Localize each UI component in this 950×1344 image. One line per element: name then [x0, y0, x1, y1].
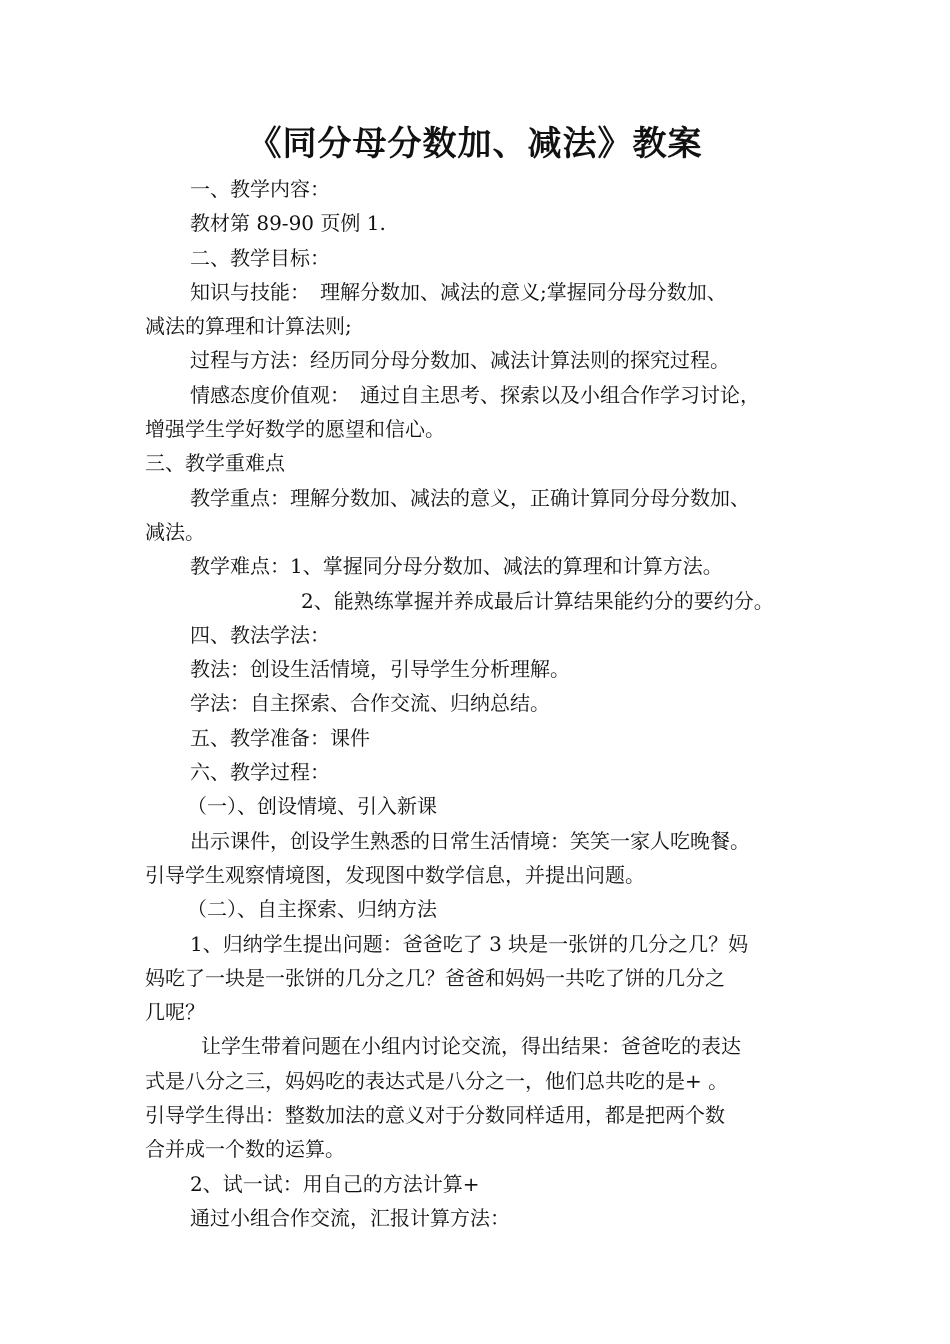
section-heading: 三、教学重难点 — [145, 451, 285, 476]
paragraph-line: 教学重点：理解分数加、减法的意义，正确计算同分母分数加、 — [190, 485, 750, 510]
paragraph-line: 几呢？ — [145, 1000, 205, 1025]
paragraph-line: 引导学生观察情境图，发现图中数学信息，并提出问题。 — [145, 862, 645, 887]
paragraph-line: 减法。 — [145, 519, 205, 544]
paragraph-line: 妈吃了一块是一张饼的几分之几？爸爸和妈妈一共吃了饼的几分之 — [145, 965, 725, 990]
paragraph-line: 知识与技能： 理解分数加、减法的意义;掌握同分母分数加、 — [190, 279, 727, 304]
paragraph-line: 教学难点：1、掌握同分母分数加、减法的算理和计算方法。 — [190, 554, 723, 579]
paragraph-line: 1、归纳学生提出问题：爸爸吃了 3 块是一张饼的几分之几？妈 — [190, 931, 749, 956]
section-heading: 一、教学内容： — [190, 177, 330, 201]
paragraph-line: 引导学生得出：整数加法的意义对于分数同样适用，都是把两个数 — [145, 1103, 725, 1128]
paragraph-line: 减法的算理和计算法则; — [145, 314, 352, 339]
document-body — [145, 172, 825, 1235]
paragraph-line: 2、能熟练掌握并养成最后计算结果能约分的要约分。 — [301, 588, 774, 613]
paragraph-line: 教材第 89-90 页例 1. — [190, 211, 386, 236]
paragraph-line: 合并成一个数的运算。 — [145, 1137, 345, 1162]
section-heading: 六、教学过程： — [190, 760, 330, 785]
subsection-heading: （二）、自主探索、归纳方法 — [187, 897, 437, 922]
section-heading: 五、教学准备：课件 — [190, 725, 370, 750]
paragraph-line: 让学生带着问题在小组内讨论交流，得出结果：爸爸吃的表达 — [201, 1034, 741, 1059]
paragraph-line: 通过小组合作交流，汇报计算方法： — [190, 1205, 510, 1230]
paragraph-line: 情感态度价值观： 通过自主思考、探索以及小组合作学习讨论， — [190, 382, 760, 407]
subsection-heading: （一）、创设情境、引入新课 — [187, 794, 437, 819]
paragraph-line: 2、试一试：用自己的方法计算+ — [190, 1171, 480, 1196]
paragraph-line: 增强学生学好数学的愿望和信心。 — [145, 417, 445, 442]
paragraph-line: 教法：创设生活情境，引导学生分析理解。 — [190, 657, 570, 682]
section-heading: 四、教法学法： — [190, 622, 330, 647]
paragraph-line: 出示课件，创设学生熟悉的日常生活情境：笑笑一家人吃晚餐。 — [190, 828, 750, 853]
paragraph-line: 式是八分之三，妈妈吃的表达式是八分之一，他们总共吃的是+ 。 — [145, 1068, 729, 1093]
document-title: 《同分母分数加、减法》教案 — [247, 124, 703, 164]
section-heading: 二、教学目标： — [190, 245, 330, 270]
paragraph-line: 过程与方法：经历同分母分数加、减法计算法则的探究过程。 — [190, 348, 730, 373]
paragraph-line: 学法：自主探索、合作交流、归纳总结。 — [190, 691, 550, 716]
